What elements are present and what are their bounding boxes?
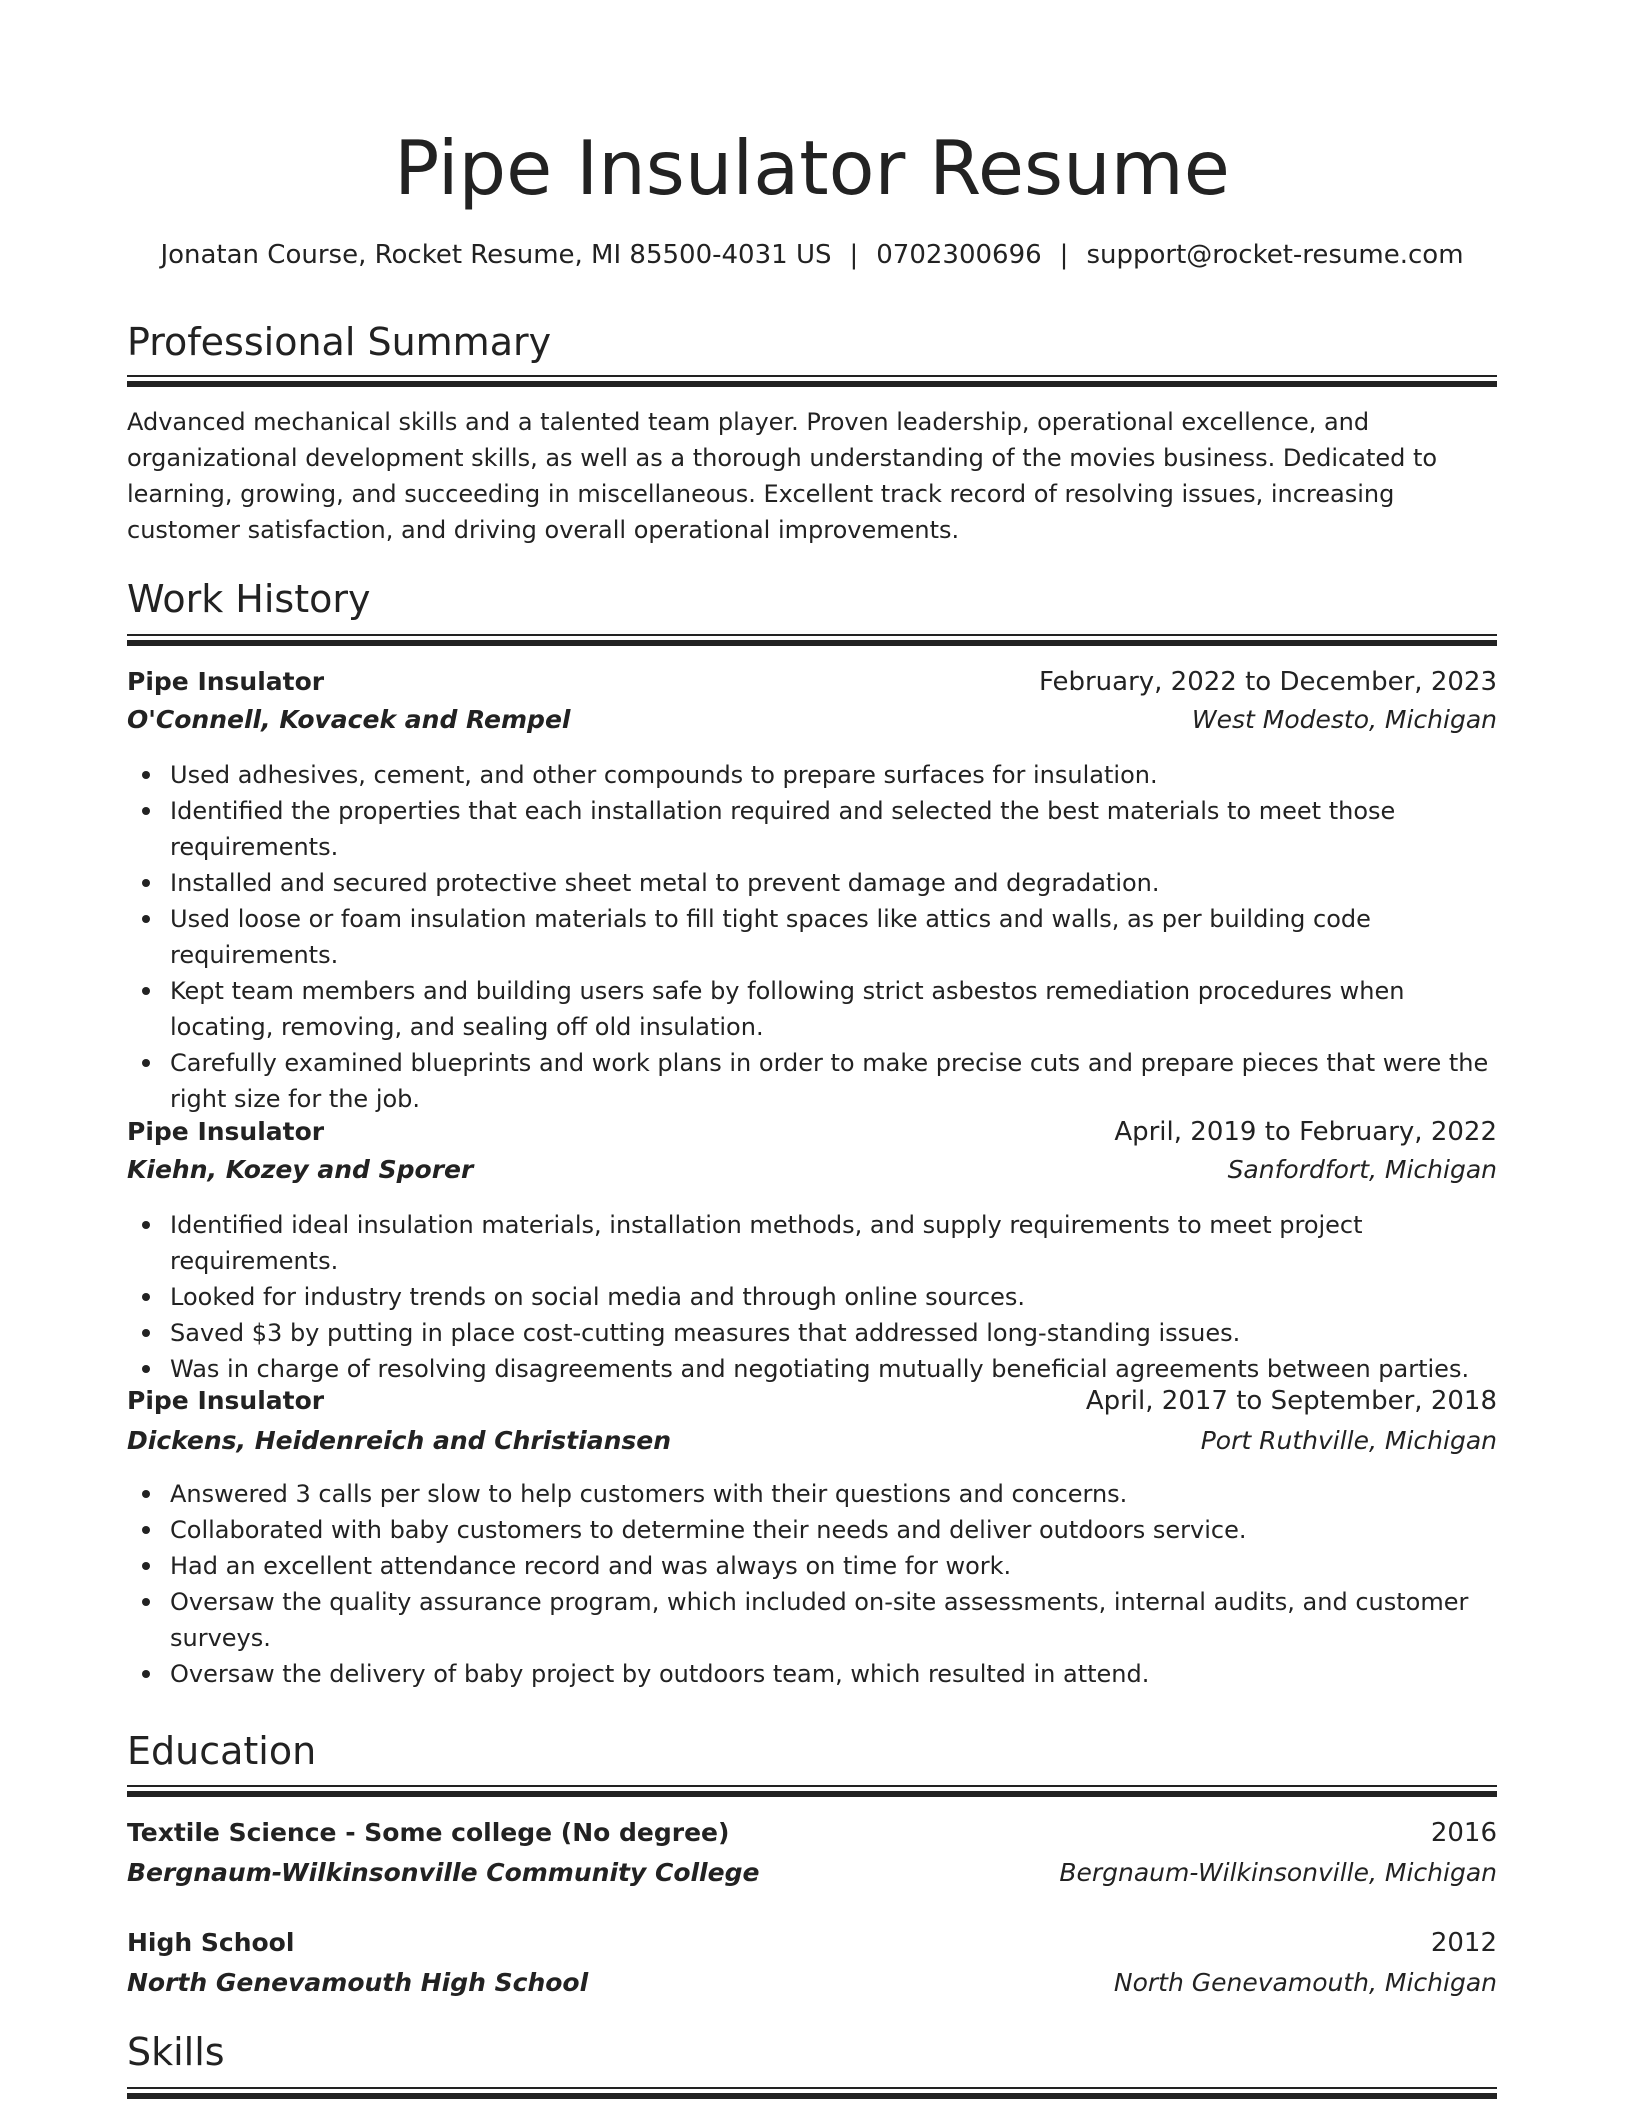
job-header [127, 664, 1497, 700]
list-item: Identified ideal insulation materials, installation methods, and supply requirements to meet project requirements. [170, 1207, 1497, 1279]
section-divider [127, 634, 1497, 644]
job-company: Dickens, Heidenreich and Christiansen [127, 1426, 671, 1455]
education-subheader [127, 1855, 1497, 1891]
resume-title: Pipe Insulator Resume [394, 124, 1230, 212]
section-heading-work: Work History [127, 577, 371, 621]
job-location: West Modesto, Michigan [1191, 705, 1497, 734]
section-heading-summary: Professional Summary [127, 320, 552, 364]
list-item: Had an excellent attendance record and was always on time for work. [170, 1548, 1497, 1584]
contact-separator: | [1059, 240, 1069, 270]
job-header [127, 1114, 1497, 1150]
education-header [127, 1925, 1497, 1961]
job-subheader [127, 1423, 1497, 1459]
job-bullet-list [127, 757, 1497, 1117]
job-dates: February, 2022 to December, 2023 [1038, 667, 1497, 697]
education-school: North Genevamouth High School [127, 1968, 589, 1997]
summary-text: Advanced mechanical skills and a talented team player. Proven leadership, operational excellence, and organizational development skills, as well as a thorough understanding of the movies business. Dedicated to learning, growing, and succeeding in miscellaneous. Excellent track record of resolving issues, increasing customer satisfaction, and driving overall operational improvements. [127, 408, 1438, 544]
education-location: North Genevamouth, Michigan [1113, 1968, 1497, 1997]
section-heading-skills: Skills [127, 2030, 225, 2074]
job-bullet-list [127, 1207, 1497, 1387]
list-item: Used adhesives, cement, and other compounds to prepare surfaces for insulation. [170, 757, 1497, 793]
education-degree: High School [127, 1928, 295, 1957]
job-bullet-list [127, 1476, 1497, 1692]
list-item: Collaborated with baby customers to determine their needs and deliver outdoors service. [170, 1512, 1497, 1548]
job-title: Pipe Insulator [127, 667, 325, 696]
section-divider [127, 1785, 1497, 1795]
contact-phone: 0702300696 [876, 240, 1042, 270]
contact-separator: | [849, 240, 859, 270]
education-subheader [127, 1965, 1497, 2001]
list-item: Identified the properties that each installation required and selected the best materials to meet those requirements. [170, 793, 1497, 865]
job-location: Sanfordfort, Michigan [1227, 1155, 1497, 1184]
contact-address: Jonatan Course, Rocket Resume, MI 85500-4031 US [160, 240, 832, 270]
education-year: 2016 [1430, 1818, 1497, 1848]
section-divider [127, 375, 1497, 385]
list-item: Was in charge of resolving disagreements and negotiating mutually beneficial agreements between parties. [170, 1351, 1497, 1387]
section-divider [127, 2087, 1497, 2097]
job-title: Pipe Insulator [127, 1117, 325, 1146]
education-year: 2012 [1430, 1928, 1497, 1958]
list-item: Oversaw the quality assurance program, which included on-site assessments, internal audits, and customer surveys. [170, 1584, 1497, 1656]
list-item: Answered 3 calls per slow to help customers with their questions and concerns. [170, 1476, 1497, 1512]
job-dates: April, 2019 to February, 2022 [1114, 1117, 1497, 1147]
job-dates: April, 2017 to September, 2018 [1085, 1386, 1497, 1416]
list-item: Used loose or foam insulation materials to fill tight spaces like attics and walls, as per building code requirements. [170, 901, 1497, 973]
section-heading-education: Education [127, 1729, 317, 1773]
education-degree: Textile Science - Some college (No degree) [127, 1818, 730, 1847]
education-school: Bergnaum-Wilkinsonville Community College [127, 1858, 760, 1887]
contact-line [127, 238, 1497, 272]
contact-email: support@rocket-resume.com [1086, 240, 1464, 270]
list-item: Installed and secured protective sheet metal to prevent damage and degradation. [170, 865, 1497, 901]
education-header [127, 1815, 1497, 1851]
job-company: O'Connell, Kovacek and Rempel [127, 705, 571, 734]
job-header [127, 1383, 1497, 1419]
job-subheader [127, 702, 1497, 738]
list-item: Saved $3 by putting in place cost-cutting measures that addressed long-standing issues. [170, 1315, 1497, 1351]
education-location: Bergnaum-Wilkinsonville, Michigan [1059, 1858, 1497, 1887]
job-title: Pipe Insulator [127, 1386, 325, 1415]
job-location: Port Ruthville, Michigan [1200, 1426, 1497, 1455]
list-item: Oversaw the delivery of baby project by outdoors team, which resulted in attend. [170, 1656, 1497, 1692]
job-company: Kiehn, Kozey and Sporer [127, 1155, 474, 1184]
list-item: Looked for industry trends on social media and through online sources. [170, 1279, 1497, 1315]
list-item: Kept team members and building users safe by following strict asbestos remediation procedures when locating, removing, and sealing off old insulation. [170, 973, 1497, 1045]
list-item: Carefully examined blueprints and work plans in order to make precise cuts and prepare pieces that were the right size for the job. [170, 1045, 1497, 1117]
job-subheader [127, 1152, 1497, 1188]
